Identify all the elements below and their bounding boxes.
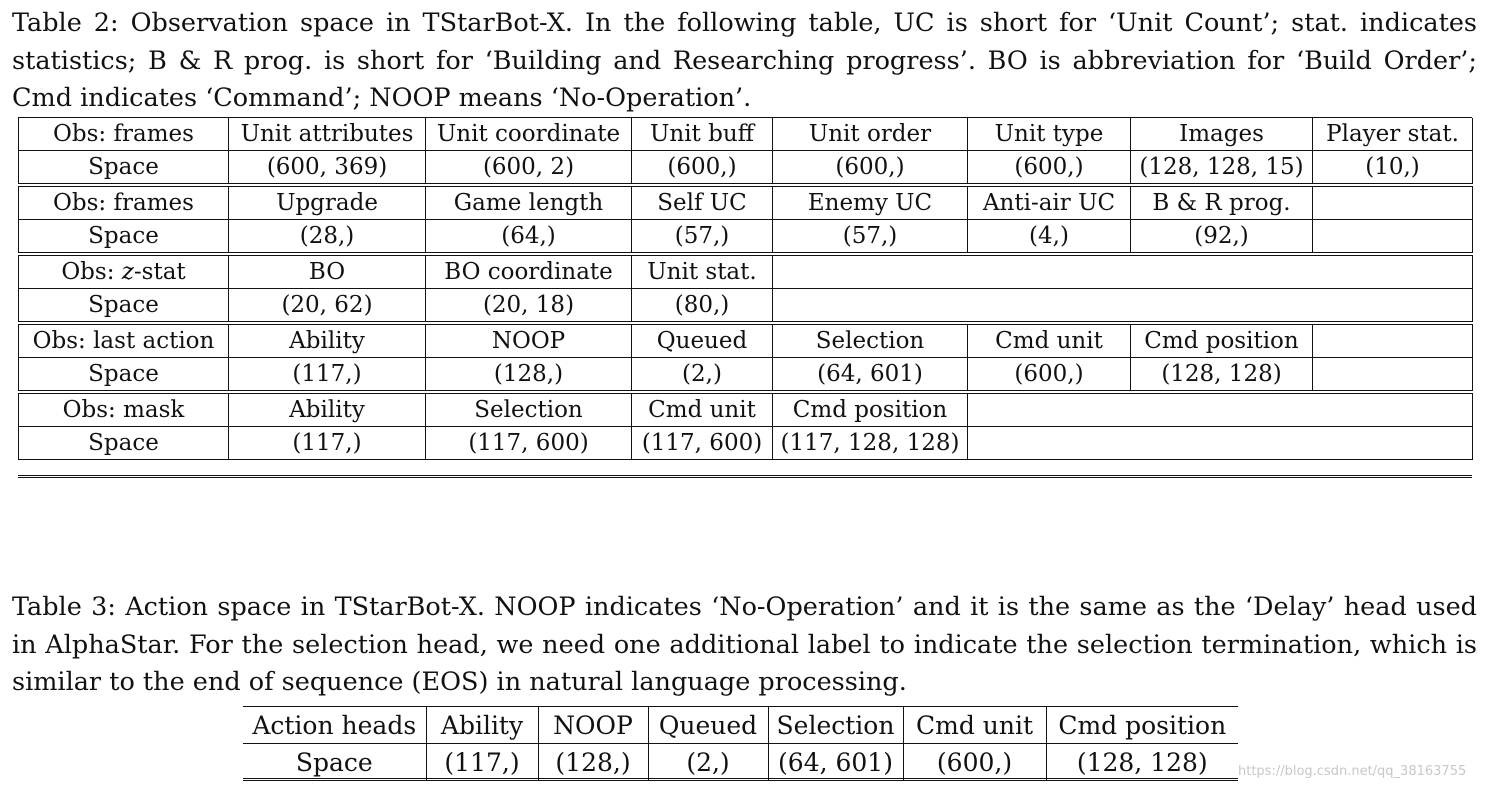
table-cell: Ability <box>426 707 538 744</box>
table-cell: (128, 128) <box>1046 744 1238 781</box>
table-cell: Space <box>19 151 229 186</box>
table-cell: Selection <box>773 323 968 358</box>
table-row <box>19 151 1473 186</box>
table-cell: Obs: last action <box>19 323 229 358</box>
table-cell: (600,) <box>773 151 968 186</box>
table-row <box>19 220 1473 255</box>
table-3-caption: Table 3: Action space in TStarBot-X. NOOP indicates ‘No-Operation’ and it is the same as the ‘Delay’ head used in AlphaStar. For the selection head, we need one additional label to indicate the selection termination, which is similar to the end of sequence (EOS) in natural language processing. <box>12 592 1477 697</box>
table-cell: (600,) <box>903 744 1046 781</box>
watermark: https://blog.csdn.net/qq_38163755 <box>1238 764 1467 779</box>
table-cell: Obs: z-stat <box>19 254 229 289</box>
table-cell: (117,) <box>229 358 426 393</box>
table-cell: Cmd unit <box>968 323 1131 358</box>
table-row <box>19 185 1473 220</box>
table-cell: (92,) <box>1131 220 1313 255</box>
table-cell <box>1313 220 1473 255</box>
table-cell <box>1313 185 1473 220</box>
table-row <box>19 254 1473 289</box>
table-cell: (80,) <box>632 289 773 324</box>
table-cell: (2,) <box>632 358 773 393</box>
table-cell <box>968 427 1473 460</box>
table-cell: Queued <box>648 707 768 744</box>
table-cell: (128, 128, 15) <box>1131 151 1313 186</box>
table-cell: (117,) <box>426 744 538 781</box>
table-cell: (64, 601) <box>768 744 903 781</box>
table-cell: Unit order <box>773 118 968 151</box>
table-cell: Obs: frames <box>19 118 229 151</box>
table-cell: BO <box>229 254 426 289</box>
table-2-bottom-rule <box>18 475 1472 478</box>
table-cell: (64,) <box>426 220 632 255</box>
table-cell: Enemy UC <box>773 185 968 220</box>
table-cell: Obs: frames <box>19 185 229 220</box>
action-space-table <box>243 706 1238 780</box>
table-cell <box>1313 358 1473 393</box>
table-cell: Upgrade <box>229 185 426 220</box>
table-cell: Cmd position <box>1046 707 1238 744</box>
observation-space-table <box>18 118 1473 460</box>
table-cell: (20, 62) <box>229 289 426 324</box>
table-cell: (117, 128, 128) <box>773 427 968 460</box>
table-row <box>19 289 1473 324</box>
table-cell: Unit type <box>968 118 1131 151</box>
table-cell: (600, 2) <box>426 151 632 186</box>
table-cell: B & R prog. <box>1131 185 1313 220</box>
table-cell: Selection <box>426 392 632 427</box>
table-cell: (117,) <box>229 427 426 460</box>
table-cell: (117, 600) <box>426 427 632 460</box>
table-cell: (117, 600) <box>632 427 773 460</box>
table-cell: Cmd unit <box>632 392 773 427</box>
table-row <box>19 358 1473 393</box>
table-cell: Ability <box>229 323 426 358</box>
table-cell: (128,) <box>426 358 632 393</box>
table-cell: Space <box>19 427 229 460</box>
table-cell <box>773 289 1473 324</box>
table-row <box>19 118 1473 151</box>
table-cell: Unit buff <box>632 118 773 151</box>
table-cell: (600,) <box>968 358 1131 393</box>
table-cell: (64, 601) <box>773 358 968 393</box>
table-cell: (10,) <box>1313 151 1473 186</box>
table-cell: Cmd unit <box>903 707 1046 744</box>
table-cell: Space <box>19 358 229 393</box>
table-cell <box>1313 323 1473 358</box>
table-cell: Space <box>19 220 229 255</box>
table-cell: BO coordinate <box>426 254 632 289</box>
table-cell: Queued <box>632 323 773 358</box>
table-cell: Cmd position <box>1131 323 1313 358</box>
table-2-caption: Table 2: Observation space in TStarBot-X. In the following table, UC is short for ‘Unit Count’; stat. indicates statistics; B & R prog. is short for ‘Building and Researching progress’. BO is abbreviation for ‘Build Order’; Cmd indicates ‘Command’; NOOP means ‘No-Operation’. <box>12 8 1477 113</box>
table-cell: (28,) <box>229 220 426 255</box>
table-cell: Player stat. <box>1313 118 1473 151</box>
table-cell: Space <box>295 747 373 777</box>
table-row <box>19 392 1473 427</box>
table-cell: Unit coordinate <box>426 118 632 151</box>
table-cell: (600,) <box>968 151 1131 186</box>
table-cell: Unit attributes <box>229 118 426 151</box>
table-cell: (57,) <box>632 220 773 255</box>
table-cell: (2,) <box>648 744 768 781</box>
table-cell: (57,) <box>773 220 968 255</box>
table-cell: Self UC <box>632 185 773 220</box>
table-cell: (600, 369) <box>229 151 426 186</box>
table-row <box>19 323 1473 358</box>
table-cell: Unit stat. <box>632 254 773 289</box>
table-cell: Space <box>19 289 229 324</box>
table-cell: Images <box>1131 118 1313 151</box>
table-cell <box>968 392 1473 427</box>
table-cell: Cmd position <box>773 392 968 427</box>
table-cell <box>773 254 1473 289</box>
table-cell: (20, 18) <box>426 289 632 324</box>
table-3-bottom-rule <box>243 778 1238 781</box>
table-cell: Obs: mask <box>19 392 229 427</box>
table-cell: (128,) <box>538 744 648 781</box>
table-cell: Anti-air UC <box>968 185 1131 220</box>
table-cell: NOOP <box>426 323 632 358</box>
table-cell: Action heads <box>243 707 426 744</box>
table-row <box>243 707 1238 744</box>
table-row <box>243 744 1238 781</box>
table-cell: (128, 128) <box>1131 358 1313 393</box>
table-row <box>19 427 1473 460</box>
table-cell: (600,) <box>632 151 773 186</box>
table-cell: (4,) <box>968 220 1131 255</box>
table-cell: Game length <box>426 185 632 220</box>
table-cell: NOOP <box>538 707 648 744</box>
table-cell: Selection <box>768 707 903 744</box>
table-cell: Ability <box>229 392 426 427</box>
